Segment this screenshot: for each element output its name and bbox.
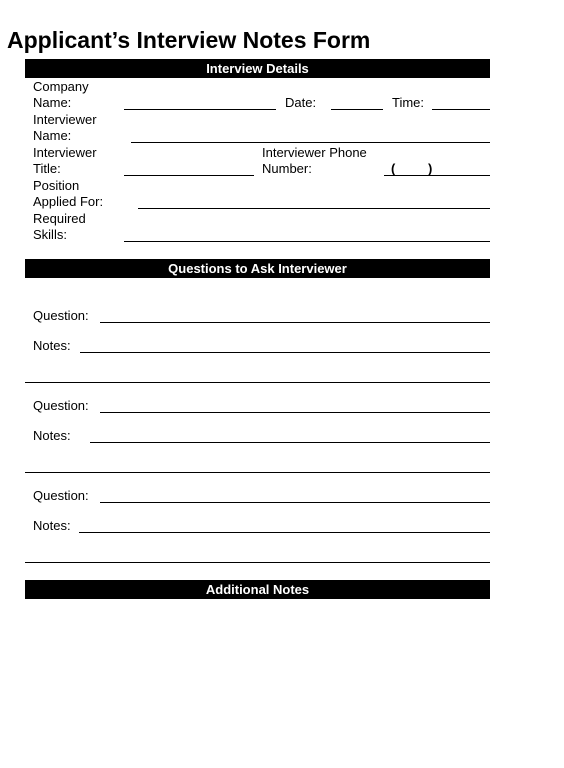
interviewer-name-label: Interviewer Name:	[33, 112, 97, 143]
notes-field[interactable]	[90, 442, 490, 443]
question-label: Question:	[33, 308, 89, 323]
interviewer-title-label: Interviewer Title:	[33, 145, 97, 176]
section-header-questions: Questions to Ask Interviewer	[25, 259, 490, 278]
position-applied-label: Position Applied For:	[33, 178, 104, 209]
question-label: Question:	[33, 488, 89, 503]
section-header-additional-notes: Additional Notes	[25, 580, 490, 599]
time-field[interactable]	[432, 109, 490, 110]
interviewer-name-field[interactable]	[131, 142, 490, 143]
time-label: Time:	[392, 95, 425, 110]
notes-field[interactable]	[79, 532, 490, 533]
required-skills-field[interactable]	[124, 241, 490, 242]
position-applied-field[interactable]	[138, 208, 490, 209]
notes-label: Notes:	[33, 338, 71, 353]
notes-label: Notes:	[33, 428, 71, 443]
required-skills-label: Required Skills:	[33, 211, 86, 242]
question-field[interactable]	[100, 412, 490, 413]
interviewer-phone-field[interactable]	[384, 175, 490, 176]
notes-field[interactable]	[80, 352, 490, 353]
section-header-interview-details: Interview Details	[25, 59, 490, 78]
question-field[interactable]	[100, 502, 490, 503]
notes-extra-line[interactable]	[25, 382, 490, 383]
question-field[interactable]	[100, 322, 490, 323]
company-name-label: Company Name:	[33, 79, 89, 110]
notes-extra-line[interactable]	[25, 472, 490, 473]
date-label: Date:	[285, 95, 317, 110]
interviewer-title-field[interactable]	[124, 175, 254, 176]
notes-extra-line[interactable]	[25, 562, 490, 563]
company-name-field[interactable]	[124, 109, 276, 110]
phone-area-open-paren: (	[391, 161, 396, 176]
interviewer-phone-label: Interviewer Phone Number:	[262, 145, 367, 176]
notes-label: Notes:	[33, 518, 71, 533]
question-label: Question:	[33, 398, 89, 413]
page-title: Applicant’s Interview Notes Form	[7, 27, 371, 53]
phone-area-close-paren: )	[428, 161, 433, 176]
date-field[interactable]	[331, 109, 383, 110]
